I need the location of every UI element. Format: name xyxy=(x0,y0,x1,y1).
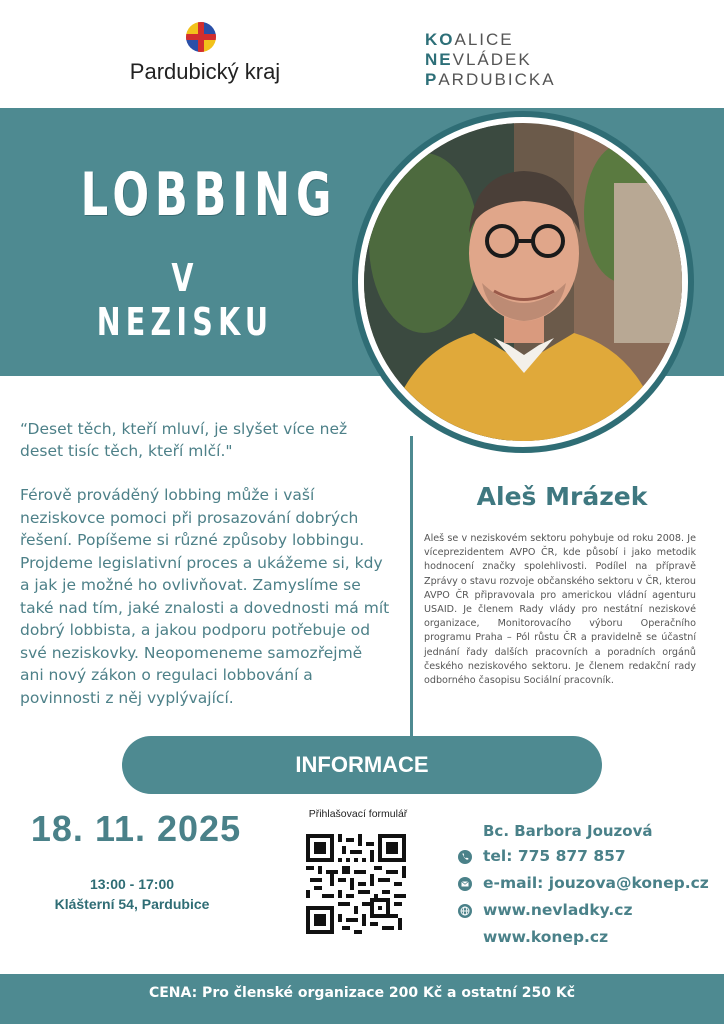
region-logo-text: Pardubický kraj xyxy=(129,59,281,84)
qr-label: Přihlašovací formulář xyxy=(308,808,408,820)
column-divider xyxy=(410,436,413,736)
event-place: Klášterní 54, Pardubice xyxy=(54,896,210,912)
event-time: 13:00 - 17:00 xyxy=(89,876,175,892)
konep-logo-line-1: KOALICE xyxy=(425,30,514,49)
registration-qr-code[interactable] xyxy=(306,834,406,934)
email-text: e-mail: jouzova@konep.cz xyxy=(483,874,709,892)
info-heading: INFORMACE xyxy=(122,736,602,794)
konep-logo-line-2: NEVLÁDEK xyxy=(425,50,532,69)
speaker-photo xyxy=(364,123,682,441)
contact-name: Bc. Barbora Jouzová xyxy=(483,822,653,840)
event-title-line-2: V NEZISKU xyxy=(96,256,274,344)
phone-text: tel: 775 877 857 xyxy=(483,847,626,865)
event-description: Férově prováděný lobbing může i vaší neziskovce pomoci při prosazování dobrých řešení. Popíšeme si různé způsoby lobbingu. Projdeme legislativní proces a ukážeme si, kdy a jak je možné ho ovlivňovat. Zamyslíme se také nad tím, jaké znalosti a dovednosti má mít dobrý lobbista, a jakou podporu potřebuje od své neziskovky. Neopomeneme samozřejmě ani nový zákon o regulaci lobbování a povinnosti z něj vyplývající. xyxy=(20,486,390,707)
speaker-name: Aleš Mrázek xyxy=(476,482,648,511)
region-flag-icon xyxy=(186,22,216,52)
event-date: 18. 11. 2025 xyxy=(30,808,242,849)
web-link-1[interactable]: www.nevladky.cz xyxy=(483,901,633,919)
konep-logo-line-3: PARDUBICKA xyxy=(425,70,556,89)
globe-icon xyxy=(458,904,472,918)
web-link-2[interactable]: www.konep.cz xyxy=(483,928,609,946)
price-footer: CENA: Pro členské organizace 200 Kč a ostatní 250 Kč xyxy=(0,974,724,1024)
pardubicky-kraj-logo xyxy=(110,22,300,92)
quote-text: “Deset těch, kteří mluví, je slyšet více než deset tisíc těch, kteří mlčí." xyxy=(20,420,348,460)
speaker-bio: Aleš se v neziskovém sektoru pohybuje od roku 2008. Je víceprezidentem AVPO ČR, kde působí i jako metodik hodnocení značky spolehlivosti. Podílel na přípravě Zprávy o stavu rozvoje občanského sektoru v ČR, kterou AVPO ČR připravovala pro americkou vládní agenturu USAID. Je členem Rady vlády pro nestátní neziskové organizace, Monitorovacího výboru Operačního programu Praha – Pól růstu ČR a pravidelně se účastní jednání řady dalších pracovních a poradních orgánů českého neziskového sektoru. Je členem redakční rady odborného časopisu Sociální pracovník. xyxy=(424,533,696,687)
mail-icon xyxy=(458,877,472,891)
event-title-line-1: LOBBING xyxy=(80,160,338,230)
phone-icon xyxy=(458,850,472,864)
konep-logo xyxy=(425,30,556,90)
